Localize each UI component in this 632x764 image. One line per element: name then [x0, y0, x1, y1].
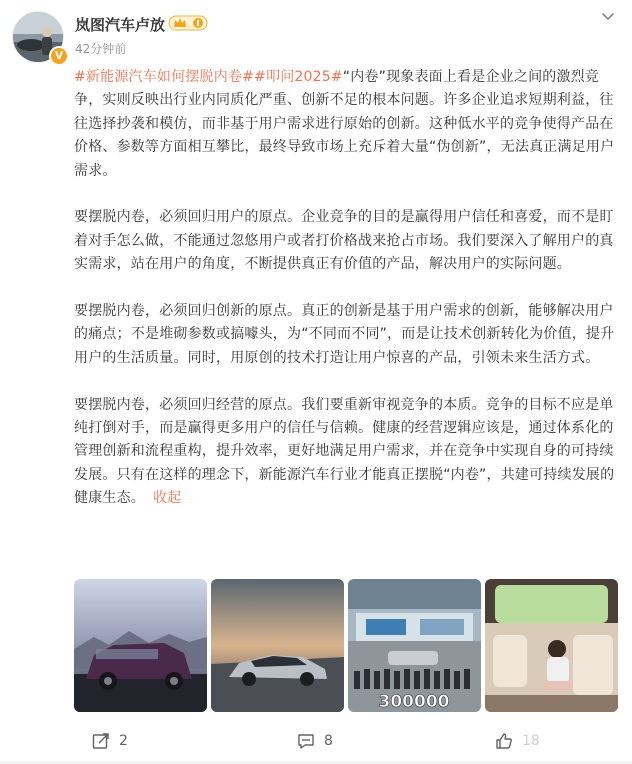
photo-caption: 300000 [378, 692, 450, 712]
post-paragraph [74, 394, 618, 511]
purple-suv-photo[interactable] [74, 579, 207, 712]
sedan-sunset-photo[interactable] [211, 579, 344, 712]
post-paragraph: 要摆脱内卷，必须回归用户的原点。企业竞争的目的是赢得用户信任和喜爱，而不是盯着对手怎么做，不能通过忽悠用户或者打价格战来抢占市场。我们要深入了解用户的真实需求，站在用户的角度，不断提供真正有价值的产品，解决用户的实际问题。 [74, 209, 614, 273]
post-time: 42分钟前 [75, 42, 127, 56]
car-interior-photo[interactable] [485, 579, 618, 712]
verified-badge: V [49, 46, 69, 66]
share-button[interactable] [92, 724, 128, 758]
share-icon [92, 732, 110, 750]
post-body [74, 66, 618, 511]
hashtag-link[interactable]: 叩问2025# [266, 69, 343, 85]
like-button[interactable] [495, 724, 540, 758]
collapse-link[interactable]: 收起 [153, 490, 182, 507]
post-header [0, 0, 632, 70]
post-paragraph: 要摆脱内卷，必须回归创新的原点。真正的创新是基于用户需求的创新，能够解决用户的痛点；不是堆砌参数或搞噱头，为“不同而不同”，而是让技术创新转化为价值，提升用户的生活质量。同时，用原创的技术打造让用户惊喜的产品，引领未来生活方式。 [74, 303, 615, 366]
photo-grid [74, 579, 618, 712]
comment-button[interactable] [297, 724, 333, 758]
comment-icon [297, 732, 315, 750]
paragraph-text: 要摆脱内卷，必须回归经营的原点。我们要重新审视竞争的本质。竞争的目标不应是单纯打倒对手，而是赢得更多用户的信任与信赖。健康的经营逻辑应该是，通过体系化的管理创新和流程重构，提升效率，更好地满足用户需求，并在竞争中实现自身的可持续发展。只有在这样的理念下，新能源汽车行业才能真正摆脱“内卷”，共建可持续发展的健康生态。 [74, 396, 615, 507]
like-count: 18 [522, 733, 540, 749]
paragraph-text: “内卷”现象表面上看是企业之间的激烈竞争，实则反映出行业内同质化严重、创新不足的根本问题。许多企业追求短期利益，往往选择抄袭和模仿，而非基于用户需求进行原始的创新。这种低水平的竞争使得产品在价格、参数等方面相互攀比，最终导致市场上充斥着大量“伪创新”，无法真正满足用户需求。 [74, 69, 615, 179]
author-name[interactable]: 岚图汽车卢放 [75, 16, 166, 34]
factory-celebration-photo[interactable] [348, 579, 481, 712]
post-paragraph [74, 66, 618, 183]
comment-count: 8 [324, 733, 333, 749]
chevron-down-icon[interactable] [598, 6, 618, 26]
action-bar [0, 724, 632, 758]
thumbs-up-icon [495, 732, 513, 750]
member-crown-icon[interactable] [168, 14, 208, 32]
hashtag-link[interactable]: #新能源汽车如何摆脱内卷## [74, 69, 266, 85]
share-count: 2 [119, 733, 128, 749]
